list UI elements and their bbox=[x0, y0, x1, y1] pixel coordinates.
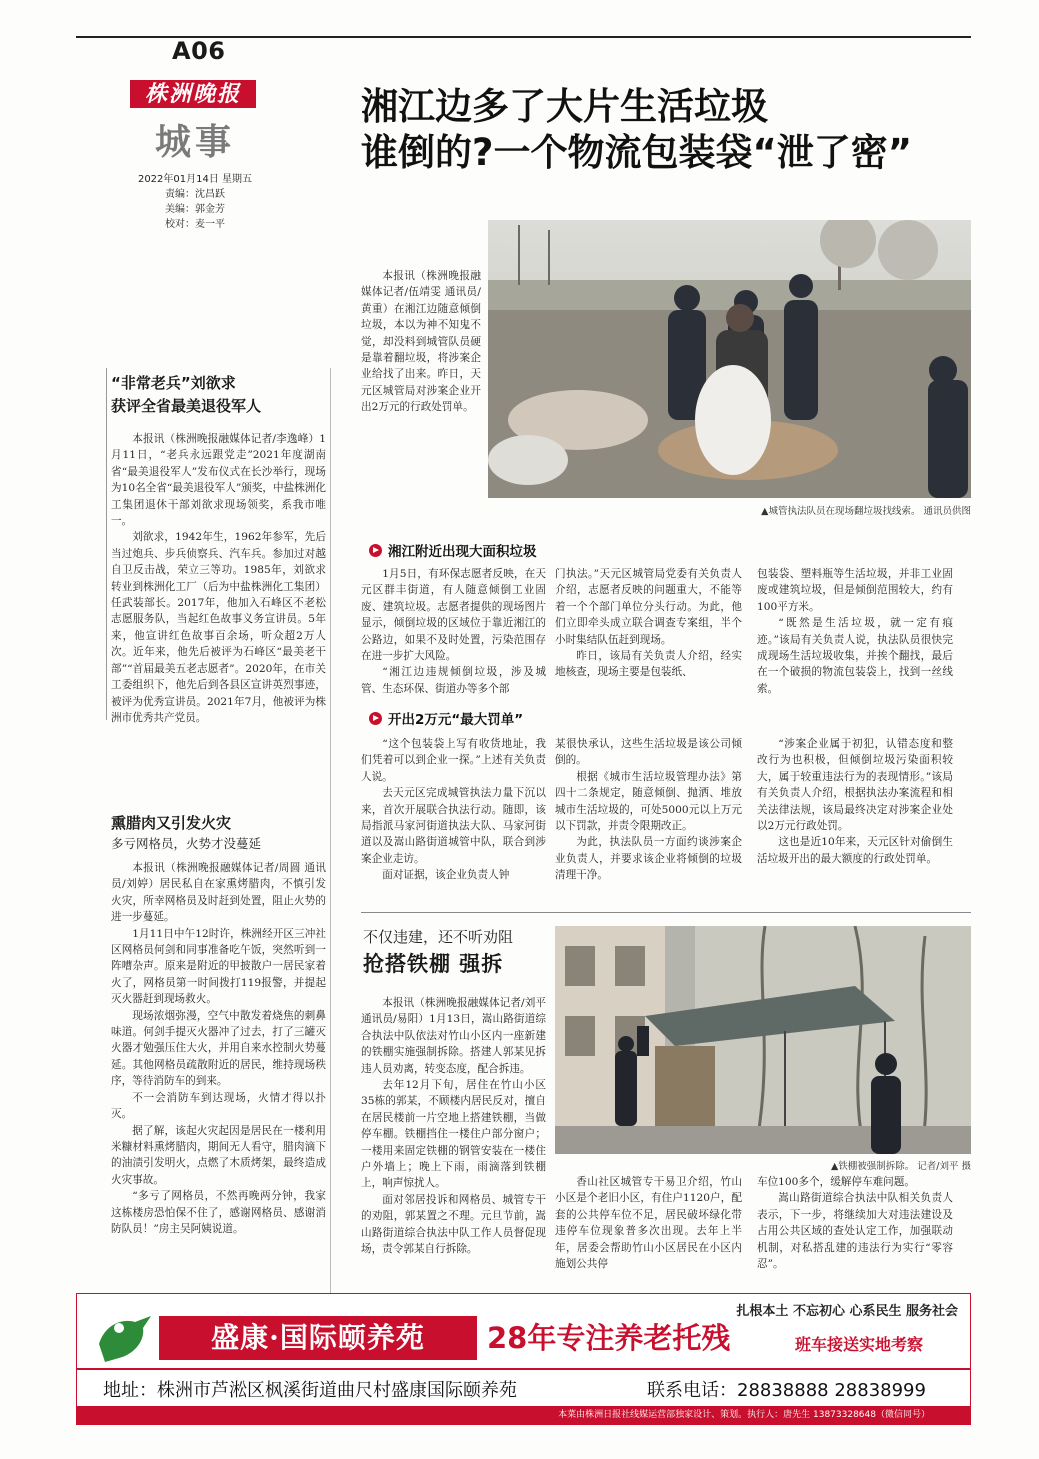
veteran-p1: 本报讯（株洲晚报融媒体记者/李逸峰）1月11日，“老兵永远跟党走”2021年度湖南省“最美退役军人”发布仪式在长沙举行，现场为10名全省“最美退役军人”颁奖，中盐株洲化工集团退休干部刘欲求现场领奖，系我市唯一。 bbox=[111, 433, 326, 528]
lead-title-line2: 谁倒的?一个物流包装袋“泄了密” bbox=[361, 131, 913, 174]
play-bullet-icon bbox=[369, 712, 382, 725]
shed-photo-image bbox=[555, 926, 971, 1154]
story-divider bbox=[361, 912, 971, 913]
shed-col1-p1: 本报讯（株洲晚报融媒体记者/刘平 通讯员/易阳）1月13日，嵩山路街道综合执法中队依法对竹山小区内一座新建的铁棚实施强制拆除。搭建人郭某见拆违人员劝离，转变态度，配合拆违。 bbox=[361, 997, 546, 1075]
shed-col1-p2: 去年12月下旬，居住在竹山小区35栋的郭某，不顾楼内居民反对，擅自在居民楼前一片空地上搭建铁棚，当做停车棚。铁棚挡住一楼住户部分窗户；一楼用来固定铁棚的钢管安装在一楼住户外墙上；晚上下雨，雨滴落到铁棚上，响声惊扰人。 bbox=[361, 1079, 546, 1190]
ad-address: 地址：株洲市芦淞区枫溪街道曲尺村盛康国际颐养苑 bbox=[103, 1380, 517, 1401]
fire-title: 熏腊肉又引发火灾 bbox=[111, 814, 232, 832]
lead-photo bbox=[488, 220, 971, 498]
shed-col2-p1: 香山社区城管专干易卫介绍，竹山小区是个老旧小区，有住户1120户，配套的公共停车位不足，居民破坏绿化带违停车位现象普多次出现。去年上半年，居委会帮助竹山小区居民在小区内施划公共停 bbox=[555, 1176, 742, 1271]
ad-brand: 盛康·国际颐养苑 bbox=[159, 1316, 477, 1360]
lead-photo-image bbox=[488, 220, 971, 498]
edition-proof: 校对：麦一平 bbox=[165, 219, 225, 230]
shed-col3 bbox=[757, 1174, 953, 1272]
shed-headline bbox=[363, 926, 548, 980]
lead-sub2-col1 bbox=[361, 736, 546, 884]
veteran-title-line2: 获评全省最美退役军人 bbox=[111, 397, 262, 415]
shed-col1 bbox=[361, 995, 546, 1258]
lead-sub2-col2-p3: 为此，执法队员一方面约谈涉案企业负责人，并要求该企业将倾倒的垃圾清理干净。 bbox=[555, 836, 742, 882]
lead-sub2-col3-p2: 这也是近10年来，天元区针对偷倒生活垃圾开出的最大额度的行政处罚单。 bbox=[757, 836, 953, 865]
edition-editor: 责编：沈昌跃 bbox=[165, 189, 225, 200]
shed-photo-caption: ▲铁棚被强制拆除。 记者/刘平 摄 bbox=[830, 1161, 971, 1172]
masthead-logo: 株洲晚报 bbox=[130, 80, 256, 108]
fire-p3: 现场浓烟弥漫，空气中散发着烧焦的刺鼻味道。何剑手提灭火器冲了过去，打了三罐灭火器才勉强压住大火，并用自来水控制火势蔓延。其他网格员疏散附近的居民，维持现场秩序，等待消防车的到来。 bbox=[111, 1009, 326, 1088]
ad-divider bbox=[77, 1368, 970, 1370]
ad-subline: 班车接送实地考察 bbox=[795, 1335, 924, 1354]
veteran-p2: 刘欲求，1942年生，1962年参军，先后当过炮兵、步兵侦察兵、汽车兵。参加过对越自卫反击战，荣立三等功。1985年，刘欲求转业到株洲化工厂（后为中盐株洲化工集团）任武装部长。2017年，他加入石峰区不老松志愿服务队，当起红色故事义务宣讲员。5年来，他宣讲红色故事百余场，听众超2万人次。近年来，他先后被评为石峰区“最美老干部”“首届最美五老志愿者”。2020年，在市关工委组织下，他先后到各县区宣讲英烈事迹，被评为优秀宣讲员。2021年7月，他被评为株洲市优秀共产党员。 bbox=[111, 531, 326, 724]
lead-sub2-col2-p1: 某很快承认，这些生活垃圾是该公司倾倒的。 bbox=[555, 738, 742, 767]
edition-info bbox=[128, 172, 262, 232]
lead-sub1-col2-p1: 门执法。”天元区城管局党委有关负责人介绍，志愿者反映的问题重大，不能等着一个个部门单位分头行动。为此，他们立即牵头成立联合调查专案组，半个小时集结队伍赶到现场。 bbox=[555, 568, 742, 646]
lead-sub2-col2 bbox=[555, 736, 742, 884]
lead-sub2-col2-p2: 根据《城市生活垃圾管理办法》第四十二条规定，随意倾倒、抛洒、堆放城市生活垃圾的，可处5000元以上万元以下罚款，并责令限期改正。 bbox=[555, 770, 742, 833]
lead-sub1-col1-p1: 1月5日，有环保志愿者反映，在天元区群丰街道，有人随意倾倒工业固废、建筑垃圾。志愿者提供的现场图片显示，倾倒垃圾的区域位于靠近湘江的公路边，如果不及时处置，污染范围存在进一步扩大风险。 bbox=[361, 568, 546, 663]
fire-p2: 1月11日中午12时许，株洲经开区三冲社区网格员何剑和同事准备吃午饭，突然听到一阵嘈杂声。原来是附近的甲披散户一居民家着火了，网格员第一时间拨打119报警，并提起灭火器赶到现场救火。 bbox=[111, 927, 326, 1006]
edition-date: 2022年01月14日 星期五 bbox=[137, 174, 253, 185]
lead-sub2-col3 bbox=[757, 736, 953, 867]
shed-kicker: 不仅违建，还不听劝阻 bbox=[363, 928, 514, 946]
lead-sub2-title: 开出2万元“最大罚单” bbox=[388, 712, 524, 728]
shed-title: 抢搭铁棚 强拆 bbox=[363, 952, 504, 976]
lead-sub2-col1-p2: 去天元区完成城管执法力量下沉以来，首次开展联合执法行动。随即，该局指派马家河街道执法大队、马家河街道以及嵩山路街道城管中队，联合到涉案企业走访。 bbox=[361, 787, 546, 865]
lead-sub2-heading bbox=[369, 708, 523, 728]
lead-sub2-col1-p3: 面对证据，该企业负责人钟 bbox=[382, 869, 510, 882]
fire-p4: 不一会消防车到达现场，火情才得以扑灭。 bbox=[111, 1091, 326, 1121]
ad-footer: 本菜由株洲日报社线媒运营部独家设计、策划。执行人：唐先生 13873328648（微信同号） bbox=[558, 1410, 930, 1420]
shed-col3-p1: 车位100多个，缓解停车难问题。 bbox=[757, 1176, 915, 1188]
lead-sub1-heading bbox=[369, 540, 537, 560]
fire-body bbox=[111, 860, 326, 1237]
ad-slogan: 扎根本土 不忘初心 心系民生 服务社会 bbox=[736, 1304, 958, 1319]
section-title: 城事 bbox=[155, 121, 236, 163]
shed-photo bbox=[555, 926, 971, 1154]
lead-sub1-col2 bbox=[555, 566, 742, 681]
lead-sub1-col3-p1: 包装袋、塑料瓶等生活垃圾，并非工业固废或建筑垃圾，但是倾倒范围较大，约有100平方米。 bbox=[757, 568, 953, 613]
play-bullet-icon bbox=[369, 544, 382, 557]
lead-sub2-col1-p1: “这个包装袋上写有收货地址，我们凭着可以到企业一探。”上述有关负责人说。 bbox=[361, 738, 546, 783]
fire-headline bbox=[111, 812, 326, 853]
veteran-body bbox=[111, 431, 326, 726]
shed-col1-p3: 面对邻居投诉和网格员、城管专干的劝阻，郭某置之不理。元旦节前，嵩山路街道综合执法中队工作人员督促现场，责令郭某自行拆除。 bbox=[361, 1193, 546, 1256]
hand-logo-icon bbox=[95, 1314, 155, 1364]
lead-sub1-col3 bbox=[757, 566, 953, 697]
advertisement bbox=[76, 1293, 971, 1425]
shed-col3-p2: 嵩山路街道综合执法中队相关负责人表示，下一步，将继续加大对违法建设及占用公共区域的查处认定工作，加强联动机制，对私搭乱建的违法行为实行“零容忍”。 bbox=[757, 1192, 953, 1271]
lead-title-line1: 湘江边多了大片生活垃圾 bbox=[361, 85, 768, 128]
lead-photo-caption: ▲城管执法队员在现场翻垃圾找线索。 通讯员供图 bbox=[761, 506, 971, 517]
veteran-title-line1: “非常老兵”刘欲求 bbox=[111, 374, 236, 392]
lead-sub1-col1 bbox=[361, 566, 546, 697]
fire-p6: “多亏了网格员，不然再晚两分钟，我家这栋楼房恐怕保不住了，感谢网格员、感谢消防队员！”房主吴阿姨说道。 bbox=[111, 1190, 326, 1235]
lead-sub1-title: 湘江附近出现大面积垃圾 bbox=[388, 544, 537, 560]
page-number: A06 bbox=[172, 37, 226, 65]
ad-footer-bar bbox=[77, 1406, 970, 1424]
fire-p5: 据了解，该起火灾起因是居民在一楼利用米糠材料熏烤腊肉，期间无人看守，腊肉滴下的油渍引发明火，点燃了木质烤架，最终造成火灾事故。 bbox=[111, 1124, 326, 1186]
ad-headline: 28年专注养老托残 bbox=[487, 1321, 731, 1355]
lead-sub2-col3-p1: “涉案企业属于初犯，认错态度和整改行为也积极，但倾倒垃圾污染面积较大，属于较重违法行为的表现情形。”该局有关负责人介绍，根据执法办案流程和相关法律法规，该局最终决定对涉案企业处以2万元行政处罚。 bbox=[757, 738, 953, 833]
column-divider bbox=[330, 368, 331, 1380]
fire-p1: 本报讯（株洲晚报融媒体记者/周圆 通讯员/刘婷）居民私自在家熏烤腊肉，不慎引发火灾，所幸网格员及时赶到处置，阻止火势的进一步蔓延。 bbox=[111, 862, 326, 924]
fire-subtitle: 多亏网格员，火势才没蔓延 bbox=[111, 836, 262, 851]
lead-sub1-col1-p2: “湘江边违规倾倒垃圾，涉及城管、生态环保、街道办等多个部 bbox=[361, 666, 546, 695]
lead-headline bbox=[361, 84, 971, 176]
left-column-rule bbox=[106, 368, 107, 720]
edition-designer: 美编：郭金芳 bbox=[165, 204, 225, 215]
shed-col2 bbox=[555, 1174, 742, 1272]
veteran-headline bbox=[111, 372, 326, 418]
ad-phone: 联系电话：28838888 28838999 bbox=[647, 1380, 926, 1401]
lead-summary: 本报讯（株洲晚报融媒体记者/伍靖雯 通讯员/黄重）在湘江边随意倾倒垃圾，本以为神不知鬼不觉，却没料到城管队员硬是靠着翻垃圾，将涉案企业给找了出来。昨日，天元区城管局对涉案企业开出2万元的行政处罚单。 bbox=[361, 270, 481, 414]
lead-sub1-col3-p2: “既然是生活垃圾，就一定有痕迹。”该局有关负责人说，执法队员很快完成现场生活垃圾收集，并挨个翻找，最后在一个破损的物流包装袋上，找到一丝线索。 bbox=[757, 617, 953, 695]
lead-sub1-col2-p2: 昨日，该局有关负责人介绍，经实地核查，现场主要是包装纸、 bbox=[555, 650, 742, 679]
